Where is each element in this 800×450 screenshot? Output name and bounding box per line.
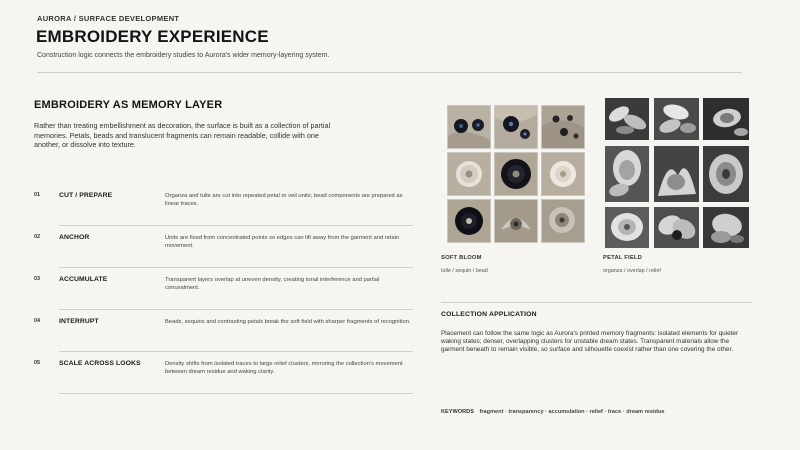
step-divider <box>59 351 413 352</box>
petal-field-photo <box>654 98 699 140</box>
keywords-label: KEYWORDS <box>441 409 474 415</box>
page-title: EMBROIDERY EXPERIENCE <box>36 27 269 46</box>
step-label: SCALE ACROSS LOOKS <box>59 359 141 367</box>
application-body: Placement can follow the same logic as Aurora's printed memory fragments: isolated elements for quieter waking states; denser, overlapping clusters for unstable dream states. Transparent materials allow the garment beneath to remain visible, so surface and silhouette coexist rather than one covering the other. <box>441 330 739 353</box>
step-description: Beads, sequins and contrasting petals break the soft field with sharper fragments of recognition. <box>165 318 411 325</box>
step-divider <box>59 225 413 226</box>
soft-bloom-photo <box>447 199 491 243</box>
step-label: ACCUMULATE <box>59 275 108 283</box>
soft-bloom-photo <box>494 152 538 196</box>
soft-bloom-photo <box>541 199 585 243</box>
petal-field-photo <box>654 146 699 202</box>
step-number: 05 <box>34 360 41 366</box>
soft-bloom-title: SOFT BLOOM <box>441 255 482 261</box>
step-divider <box>59 309 413 310</box>
soft-bloom-photo <box>494 105 538 149</box>
petal-field-photo <box>605 207 649 248</box>
keywords-line <box>441 409 664 415</box>
step-row <box>34 186 414 228</box>
petal-field-photo <box>703 146 749 202</box>
soft-bloom-photo <box>494 199 538 243</box>
step-row <box>34 228 414 270</box>
step-number: 03 <box>34 276 41 282</box>
petal-field-photo <box>605 98 649 140</box>
soft-bloom-subtitle: tulle / sequin / bead <box>441 268 488 274</box>
step-row <box>34 312 414 354</box>
step-label: ANCHOR <box>59 233 90 241</box>
step-row <box>34 354 414 396</box>
eyebrow: AURORA / SURFACE DEVELOPMENT <box>37 14 180 23</box>
petal-field-photo <box>654 207 699 248</box>
application-divider <box>441 302 752 303</box>
step-divider <box>59 393 413 394</box>
step-description: Transparent layers overlap at uneven density, creating tonal interference and partial concealment. <box>165 276 380 291</box>
keywords-list: fragment · transparency · accumulation · relief · trace · dream residue <box>479 409 665 415</box>
petal-field-title: PETAL FIELD <box>603 255 643 261</box>
step-number: 04 <box>34 318 41 324</box>
step-label: INTERRUPT <box>59 317 99 325</box>
step-row <box>34 270 414 312</box>
petal-field-photo <box>703 98 749 140</box>
petal-field-photo <box>703 207 749 248</box>
section-title: EMBROIDERY AS MEMORY LAYER <box>34 99 223 111</box>
page-subtitle: Construction logic connects the embroidery studies to Aurora's wider memory-layering system. <box>37 52 330 59</box>
soft-bloom-photo <box>447 152 491 196</box>
soft-bloom-photo <box>447 105 491 149</box>
step-description: Organza and tulle are cut into repeated petal or veil units; bead components are prepared as linear traces. <box>165 192 403 207</box>
step-description: Density shifts from isolated traces to large relief clusters, mirroring the collection's movement between dream residue and waking clarity. <box>165 360 403 375</box>
section-intro: Rather than treating embellishment as decoration, the surface is built as a collection of partial memories. Petals, beads and translucent fragments can remain readable, collide with one another, or dissolve into texture. <box>34 121 331 150</box>
soft-bloom-photo <box>541 152 585 196</box>
petal-field-subtitle: organza / overlap / relief <box>603 268 661 274</box>
step-divider <box>59 267 413 268</box>
soft-bloom-photo <box>541 105 585 149</box>
step-description: Units are fixed from concentrated points so edges can lift away from the garment and retain movement. <box>165 234 400 249</box>
petal-field-photo <box>605 146 649 202</box>
process-steps <box>34 186 414 396</box>
application-title: COLLECTION APPLICATION <box>441 311 537 318</box>
step-number: 01 <box>34 192 41 198</box>
header-divider <box>37 72 742 73</box>
step-label: CUT / PREPARE <box>59 191 113 199</box>
step-number: 02 <box>34 234 41 240</box>
